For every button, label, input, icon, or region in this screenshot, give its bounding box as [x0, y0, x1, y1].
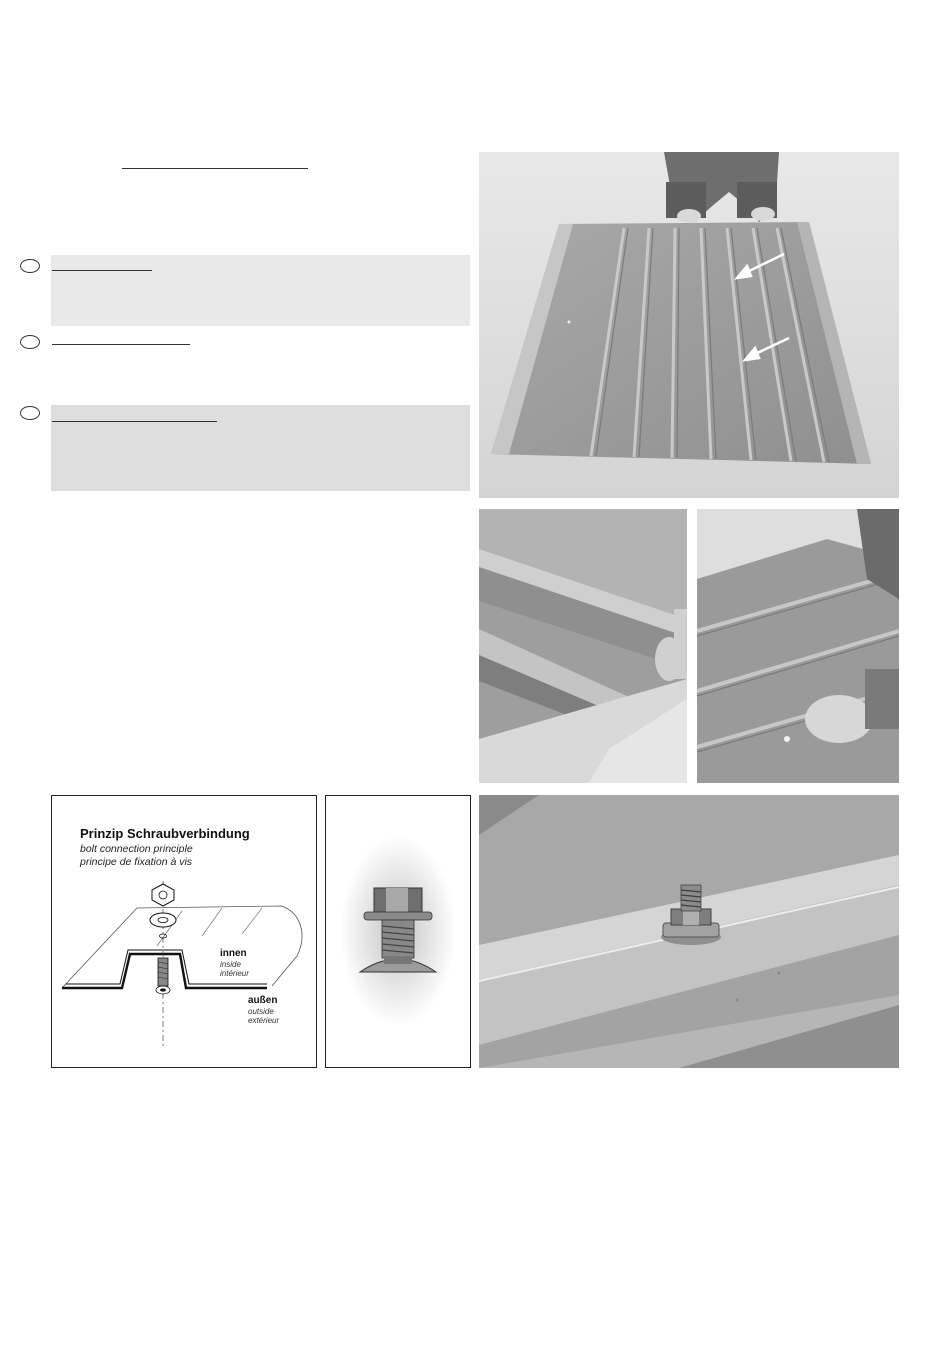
instruction-heading-2	[52, 344, 190, 345]
bolt-section-drawing	[52, 796, 316, 1067]
bolt-fixed-photo	[479, 795, 899, 1068]
outside-label-en: outside	[248, 1007, 274, 1016]
language-marker-1	[20, 259, 40, 273]
outside-label-fr: extérieur	[248, 1016, 280, 1025]
language-marker-3	[20, 406, 40, 420]
bolt-connection-diagram	[51, 795, 317, 1068]
inside-label-de: innen	[220, 948, 247, 959]
inside-label-en: inside	[220, 960, 241, 969]
outside-label-de: außen	[248, 995, 278, 1006]
diagram-subtitle-en: bolt connection principle	[80, 843, 193, 855]
instruction-block-2	[51, 330, 470, 400]
instruction-block-3	[51, 405, 470, 491]
heading-underline	[122, 168, 308, 169]
instruction-block-1	[51, 255, 470, 326]
instruction-heading-1	[52, 270, 152, 271]
bolt-part-photo	[325, 795, 471, 1068]
diagram-title: Prinzip Schraubverbindung	[80, 826, 250, 841]
panel-on-floor-photo	[479, 152, 899, 498]
bolt-insert-photo	[697, 509, 899, 783]
language-marker-2	[20, 335, 40, 349]
panel-overlap-photo	[479, 509, 687, 783]
inside-label-fr: intérieur	[220, 969, 249, 978]
instruction-heading-3	[52, 421, 217, 422]
diagram-subtitle-fr: principe de fixation à vis	[80, 856, 193, 868]
